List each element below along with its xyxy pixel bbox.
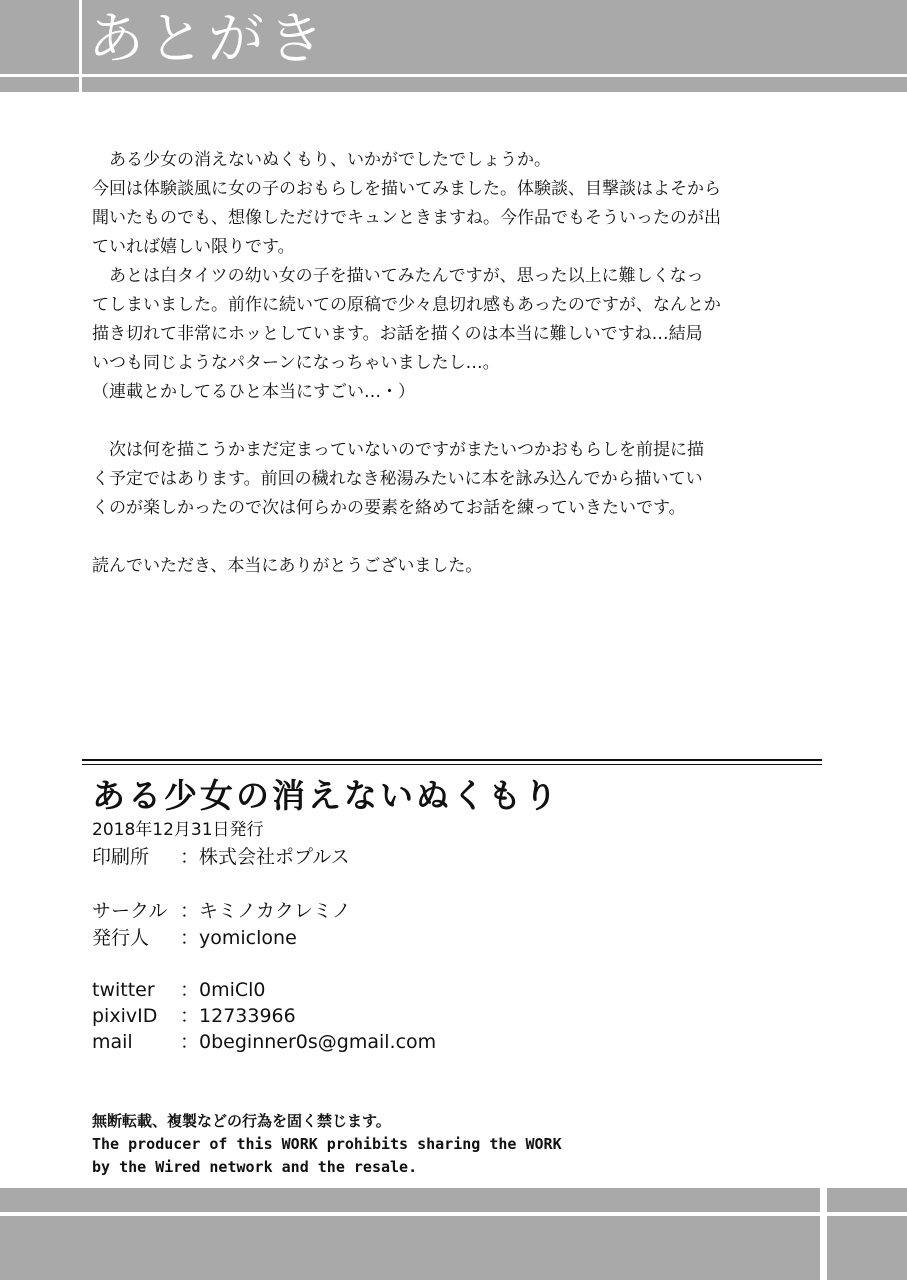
afterword-line: いつも同じようなパターンになっちゃいましたし…。 <box>92 353 500 373</box>
footer-divider-line <box>0 1212 907 1216</box>
separator: ： <box>180 979 200 1001</box>
afterword-line: 次は何を描こうかまだ定まっていないのですがまたいつかおもらしを前提に描 <box>92 440 704 460</box>
pixiv-label: pixivID <box>92 1005 158 1027</box>
footer-band <box>0 1188 907 1280</box>
pixiv-row <box>92 1003 296 1029</box>
book-title: ある少女の消えないぬくもり <box>92 776 560 815</box>
footer-vertical-line <box>820 1188 827 1280</box>
copyright-notice <box>92 1110 562 1179</box>
twitter-value: 0miCl0 <box>199 979 266 1001</box>
colophon-rule-thin <box>82 764 822 765</box>
afterword-blank-line <box>92 407 812 436</box>
mail-label: mail <box>92 1031 133 1053</box>
mail-value: 0beginner0s@gmail.com <box>199 1031 437 1053</box>
separator: ： <box>180 927 200 949</box>
circle-label: サークル <box>92 900 168 922</box>
twitter-label: twitter <box>92 979 155 1001</box>
afterword-body <box>92 146 812 581</box>
printer-label: 印刷所 <box>92 846 150 868</box>
afterword-line: ある少女の消えないぬくもり、いかがでしたでしょうか。 <box>92 150 551 170</box>
publication-date: 2018年12月31日発行 <box>92 820 264 840</box>
pixiv-value: 12733966 <box>199 1005 296 1027</box>
publisher-label: 発行人 <box>92 927 150 949</box>
afterword-line: あとは白タイツの幼い女の子を描いてみたんですが、思った以上に難しくなっ <box>92 266 704 286</box>
publisher-value: yomiclone <box>199 927 297 949</box>
publisher-row <box>92 925 297 951</box>
afterword-line: 今回は体験談風に女の子のおもらしを描いてみました。体験談、目撃談はよそから <box>92 179 721 199</box>
afterword-line: 読んでいただき、本当にありがとうございました。 <box>92 556 483 576</box>
afterword-line: 描き切れて非常にホッとしています。お話を描くのは本当に難しいですね…結局 <box>92 324 703 344</box>
separator: ： <box>180 846 200 868</box>
printer-value: 株式会社ポプルス <box>199 846 350 868</box>
printer-row <box>92 844 350 870</box>
afterword-blank-line <box>92 523 812 552</box>
separator: ： <box>180 1031 200 1053</box>
twitter-row <box>92 977 266 1003</box>
colophon-rule-thick <box>82 759 822 761</box>
mail-row <box>92 1029 436 1055</box>
afterword-line: 聞いたものでも、想像しただけでキュンときますね。今作品でもそういったのが出 <box>92 208 721 228</box>
circle-value: キミノカクレミノ <box>199 900 351 922</box>
separator: ： <box>180 900 200 922</box>
afterword-line: てしまいました。前作に続いての原稿で少々息切れ感もあったのですが、なんとか <box>92 295 721 315</box>
notice-line-jp: 無断転載、複製などの行為を固く禁じます。 <box>92 1112 391 1130</box>
notice-line-en: The producer of this WORK prohibits sharing the WORK <box>92 1135 562 1153</box>
afterword-line: くのが楽しかったので次は何らかの要素を絡めてお話を練っていきたいです。 <box>92 498 686 518</box>
afterword-line: ていれば嬉しい限りです。 <box>92 237 295 257</box>
circle-row <box>92 898 351 924</box>
notice-line-en: by the Wired network and the resale. <box>92 1158 418 1176</box>
separator: ： <box>180 1005 200 1027</box>
header-vertical-line <box>79 0 82 92</box>
afterword-line: く予定ではあります。前回の穢れなき秘湯みたいに本を詠み込んでから描いてい <box>92 469 703 489</box>
page-title: あとがき <box>88 7 328 72</box>
afterword-line: （連載とかしてるひと本当にすごい…・） <box>92 382 415 402</box>
